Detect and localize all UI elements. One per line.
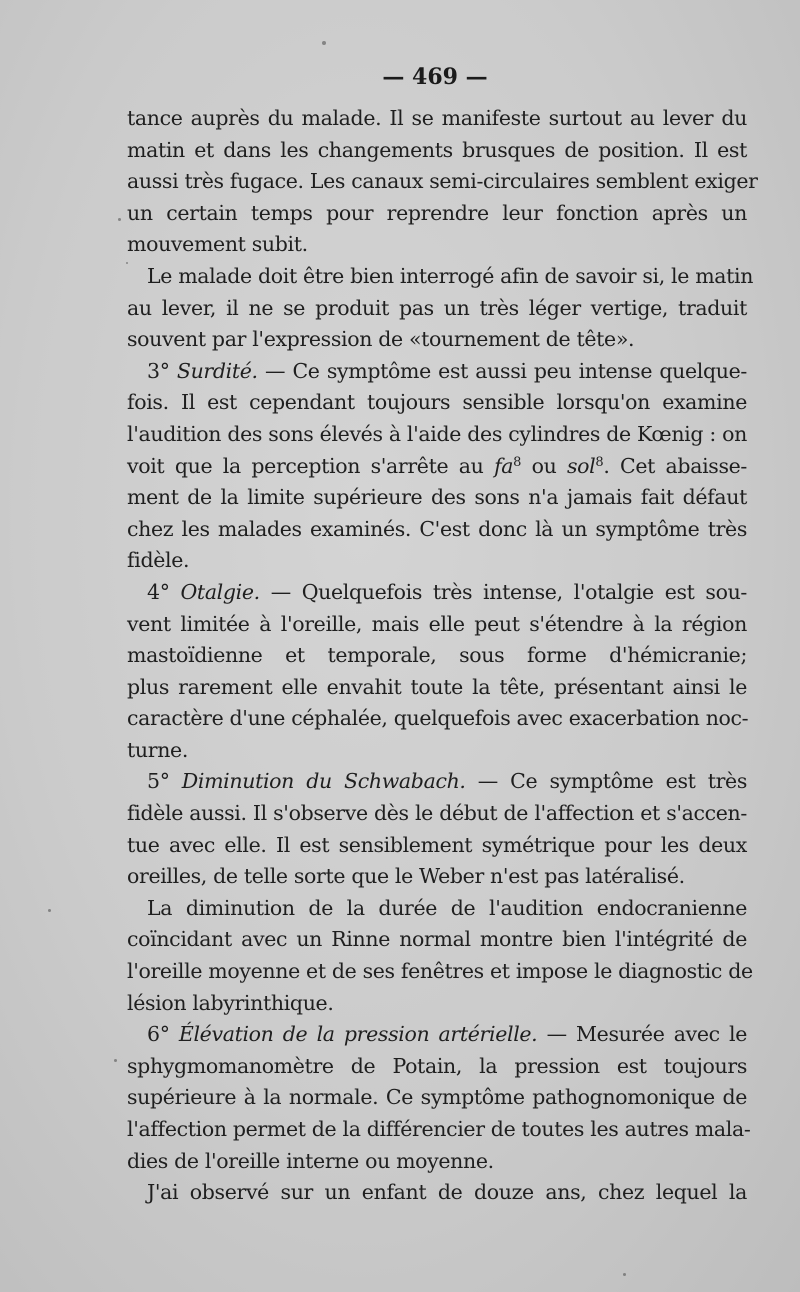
text-segment: . Cet abaisse- (603, 453, 747, 478)
text-segment: voit que la perception s'arrête au (127, 453, 495, 478)
section-title: Élévation de la pression artérielle. (178, 1022, 538, 1047)
octave-index: 8 (595, 454, 604, 470)
text-line: tue avec elle. Il est sensiblement symétrique pour les deux (127, 832, 747, 857)
musical-note: fa (494, 453, 514, 478)
text-line: l'affection permet de la différencier de toutes les autres mala- (127, 1117, 751, 1141)
section-text: — Ce symptôme est très (465, 769, 747, 794)
text-line: supérieure à la normale. Ce symptôme pathognomonique de (127, 1085, 747, 1110)
text-line: vent limitée à l'oreille, mais elle peut s'étendre à la région (127, 611, 747, 636)
text-line: oreilles, de telle sorte que le Weber n'est pas latéralisé. (127, 864, 685, 889)
octave-index: 8 (513, 454, 522, 470)
text-line: sphygmomanomètre de Potain, la pression est toujours (127, 1053, 747, 1078)
text-line: fidèle. (127, 548, 190, 573)
section-number: 6° (147, 1022, 179, 1047)
text-line: un certain temps pour reprendre leur fonction après un (127, 200, 747, 225)
section-heading-line (127, 766, 747, 798)
text-line-with-notes (127, 451, 747, 483)
text-line: coïncidant avec un Rinne normal montre bien l'intégrité de (127, 927, 747, 952)
section-text: — Ce symptôme est aussi peu intense quelque- (257, 358, 747, 383)
paper-speck (623, 1273, 626, 1276)
text-line: caractère d'une céphalée, quelquefois avec exacerbation noc- (127, 706, 749, 731)
section-text: — Quelquefois très intense, l'otalgie est sou- (259, 579, 747, 604)
section-number: 4° (147, 579, 181, 604)
text-line: dies de l'oreille interne ou moyenne. (127, 1148, 494, 1173)
text-line: l'audition des sons élevés à l'aide des cylindres de Kœnig : on (127, 421, 747, 446)
paper-speck (322, 41, 326, 45)
text-line: La diminution de la durée de l'audition endocranienne (147, 895, 747, 920)
text-segment: ou (521, 453, 568, 478)
section-heading-line (127, 356, 747, 388)
page-number: — 469 — (382, 64, 488, 90)
musical-note: sol (567, 453, 596, 478)
text-line: aussi très fugace. Les canaux semi-circulaires semblent exiger (127, 169, 758, 194)
text-line: lésion labyrinthique. (127, 990, 334, 1015)
paper-speck (114, 1059, 117, 1062)
section-heading-line (127, 1019, 747, 1051)
section-text: — Mesurée avec le (537, 1022, 747, 1047)
text-line: mouvement subit. (127, 232, 308, 257)
section-heading-line (127, 577, 747, 609)
body-text (127, 103, 758, 1209)
paper-speck (118, 218, 121, 221)
text-line: J'ai observé sur un enfant de douze ans, chez lequel la (147, 1180, 747, 1205)
section-title: Surdité. (176, 358, 258, 383)
section-title: Otalgie. (180, 579, 260, 604)
text-line: Le malade doit être bien interrogé afin de savoir si, le matin (147, 263, 754, 288)
paper-speck (48, 909, 51, 912)
text-line: plus rarement elle envahit toute la tête, présentant ainsi le (127, 674, 747, 699)
text-line: ment de la limite supérieure des sons n'a jamais fait défaut (127, 485, 747, 510)
text-line: turne. (127, 737, 188, 762)
text-line: fois. Il est cependant toujours sensible lorsqu'on examine (127, 390, 747, 415)
text-line: l'oreille moyenne et de ses fenêtres et impose le diagnostic de (127, 959, 753, 984)
text-line: matin et dans les changements brusques de position. Il est (127, 137, 747, 162)
section-title: Diminution du Schwabach. (181, 769, 466, 794)
section-number: 5° (147, 769, 182, 794)
text-line: souvent par l'expression de «tournement de tête». (127, 327, 635, 352)
text-line: chez les malades examinés. C'est donc là un symptôme très (127, 516, 747, 541)
text-line: au lever, il ne se produit pas un très léger vertige, traduit (127, 295, 747, 320)
text-line: tance auprès du malade. Il se manifeste surtout au lever du (127, 106, 747, 130)
section-number: 3° (147, 358, 177, 383)
text-line: mastoïdienne et temporale, sous forme d'hémicranie; (127, 643, 747, 668)
text-line: fidèle aussi. Il s'observe dès le début de l'affection et s'accen- (127, 801, 747, 826)
